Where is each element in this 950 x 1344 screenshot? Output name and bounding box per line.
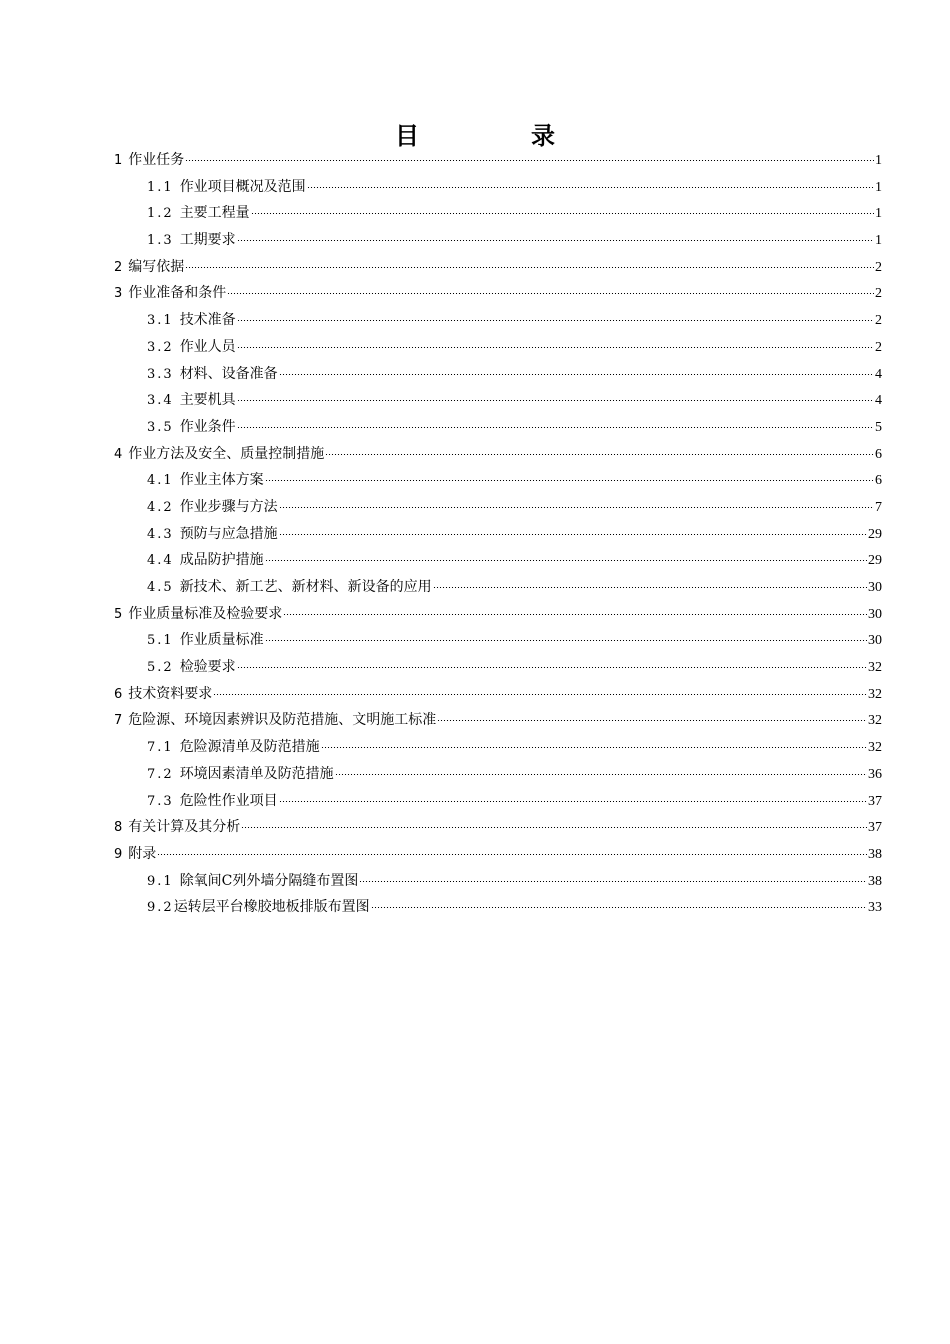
dot-leader: [325, 454, 874, 455]
toc-entry-title: 环境因素清单及防范措施: [179, 765, 334, 782]
dot-leader: [237, 400, 874, 401]
toc-entry-number: 4.1: [147, 473, 174, 489]
toc-entry-page-number: 36: [868, 766, 882, 782]
dot-leader: [307, 187, 874, 188]
toc-entry-number: 3.5: [147, 419, 174, 435]
dot-leader: [241, 827, 867, 828]
toc-entry-number: 7.3: [147, 793, 174, 809]
toc-entry-number: 3.4: [147, 393, 174, 409]
toc-entry[interactable]: [114, 521, 882, 548]
dot-leader: [279, 801, 867, 802]
toc-entry-number: 7.2: [147, 766, 174, 782]
dot-leader: [157, 854, 867, 855]
toc-entry-page-number: 1: [875, 233, 882, 249]
toc-entry-page-number: 6: [875, 473, 882, 489]
toc-entry-title: 材料、设备准备: [179, 365, 278, 382]
toc-entry[interactable]: [114, 814, 882, 841]
dot-leader: [237, 427, 874, 428]
dot-leader: [279, 507, 874, 508]
toc-entry-page-number: 33: [868, 900, 882, 916]
toc-entry-title: 作业方法及安全、质量控制措施: [128, 445, 325, 462]
toc-entry[interactable]: [114, 574, 882, 601]
toc-entry-page-number: 5: [875, 419, 882, 435]
toc-entry-page-number: 1: [875, 153, 882, 168]
toc-entry-title: 预防与应急措施: [179, 525, 278, 542]
toc-entry[interactable]: [114, 334, 882, 361]
toc-entry-page-number: 4: [875, 366, 882, 382]
toc-entry-title: 编写依据: [128, 258, 185, 275]
toc-entry[interactable]: [114, 627, 882, 654]
dot-leader: [265, 640, 867, 641]
toc-entry-page-number: 29: [868, 526, 882, 542]
toc-entry-page-number: 32: [868, 660, 882, 676]
toc-entry-number: 1.1: [147, 179, 174, 195]
dot-leader: [433, 587, 867, 588]
toc-entry-number: 5.2: [147, 660, 174, 676]
toc-entry-title: 技术准备: [179, 312, 236, 329]
toc-entry[interactable]: [114, 174, 882, 201]
toc-entry-title: 作业任务: [128, 152, 185, 168]
toc-entry-title: 运转层平台橡胶地板排版布置图: [173, 899, 370, 916]
toc-entry-title: 作业质量标准: [179, 632, 264, 649]
toc-entry-title: 新技术、新工艺、新材料、新设备的应用: [179, 579, 432, 595]
toc-entry[interactable]: [114, 307, 882, 334]
toc-entry[interactable]: [114, 761, 882, 788]
toc-entry-page-number: 37: [868, 793, 882, 809]
toc-entry-title: 作业项目概况及范围: [179, 178, 306, 195]
dot-leader: [279, 374, 874, 375]
toc-entry-page-number: 2: [875, 286, 882, 302]
toc-entry[interactable]: [114, 707, 882, 734]
toc-entry-title: 除氧间C列外墙分隔缝布置图: [179, 872, 359, 889]
dot-leader: [213, 694, 867, 695]
toc-entry-title: 有关计算及其分析: [128, 819, 241, 836]
toc-entry[interactable]: [114, 494, 882, 521]
toc-entry[interactable]: [114, 894, 882, 921]
toc-entry-number: 4.3: [147, 526, 174, 542]
dot-leader: [371, 907, 867, 908]
dot-leader: [265, 560, 867, 561]
toc-entry-number: 3: [114, 286, 123, 302]
toc-entry-title: 主要机具: [179, 392, 236, 409]
dot-leader: [359, 881, 867, 882]
toc-entry-number: 7.1: [147, 740, 174, 756]
dot-leader: [335, 774, 867, 775]
toc-entry-page-number: 32: [868, 713, 882, 729]
toc-entry[interactable]: [114, 361, 882, 388]
toc-entry-number: 5.1: [147, 633, 174, 649]
toc-entry[interactable]: [114, 841, 882, 868]
toc-entry-page-number: 7: [875, 499, 882, 515]
toc-entry[interactable]: [114, 387, 882, 414]
toc-entry-title: 作业步骤与方法: [179, 498, 278, 515]
toc-entry-page-number: 38: [868, 846, 882, 862]
toc-entry-number: 9: [114, 846, 123, 862]
dot-leader: [321, 747, 867, 748]
toc-entry-title: 主要工程量: [179, 205, 250, 222]
toc-entry[interactable]: [114, 788, 882, 815]
toc-entry[interactable]: [114, 734, 882, 761]
dot-leader: [237, 240, 874, 241]
toc-entry-title: 危险源、环境因素辨识及防范措施、文明施工标准: [128, 712, 437, 729]
toc-entry-number: 9.2: [147, 900, 174, 916]
toc-entry-title: 附录: [128, 845, 157, 862]
toc-entry-number: 4.4: [147, 553, 174, 569]
toc-entry[interactable]: [114, 681, 882, 708]
toc-entry[interactable]: [114, 227, 882, 254]
toc-entry[interactable]: [114, 868, 882, 895]
toc-entry-number: 7: [114, 713, 123, 729]
toc-entry-page-number: 30: [868, 580, 882, 595]
toc-entry-page-number: 2: [875, 259, 882, 275]
toc-entry-title: 作业主体方案: [179, 472, 264, 489]
toc-entry-number: 3.1: [147, 313, 174, 329]
toc-entry-number: 3.2: [147, 339, 174, 355]
toc-entry-title: 危险源清单及防范措施: [179, 739, 320, 756]
toc-entry-title: 作业质量标准及检验要求: [128, 605, 283, 622]
toc-entry[interactable]: [114, 280, 882, 307]
toc-entry-title: 技术资料要求: [128, 685, 213, 702]
toc-entry-number: 1: [114, 153, 123, 168]
toc-entry[interactable]: [114, 467, 882, 494]
toc-entry[interactable]: [114, 601, 882, 628]
toc-entry-page-number: 38: [868, 873, 882, 889]
toc-entry-title: 危险性作业项目: [179, 792, 278, 809]
toc-entry-page-number: 4: [875, 393, 882, 409]
toc-entry-page-number: 2: [875, 339, 882, 355]
dot-leader: [251, 213, 874, 214]
toc-entry-page-number: 32: [868, 740, 882, 756]
toc-entry-number: 6: [114, 686, 123, 702]
toc-entry-number: 4: [114, 446, 123, 462]
toc-entry-title: 工期要求: [179, 232, 236, 249]
dot-leader: [185, 267, 874, 268]
toc-entry-number: 4.2: [147, 499, 174, 515]
toc-entry-page-number: 2: [875, 313, 882, 329]
dot-leader: [265, 480, 874, 481]
toc-entry[interactable]: [114, 441, 882, 468]
dot-leader: [227, 293, 874, 294]
toc-entry-number: 5: [114, 606, 123, 622]
toc-title: 目 录: [395, 122, 599, 150]
toc-entry-title: 成品防护措施: [179, 552, 264, 569]
toc-entry-number: 1.2: [147, 206, 174, 222]
dot-leader: [237, 667, 867, 668]
toc-entry-number: 3.3: [147, 366, 174, 382]
toc-entry-title: 检验要求: [179, 659, 236, 676]
dot-leader: [185, 160, 874, 161]
toc-entry-page-number: 1: [875, 206, 882, 222]
toc-entry-page-number: 32: [868, 686, 882, 702]
toc-entry-page-number: 30: [868, 606, 882, 622]
dot-leader: [237, 320, 874, 321]
toc-entry[interactable]: [114, 147, 882, 174]
toc-entry[interactable]: [114, 254, 882, 281]
toc-entry-number: 1.3: [147, 233, 174, 249]
toc-entry-title: 作业准备和条件: [128, 285, 227, 302]
toc-entry[interactable]: [114, 200, 882, 227]
toc-entry-title: 作业人员: [179, 338, 236, 355]
dot-leader: [279, 534, 867, 535]
toc-entry-page-number: 29: [868, 553, 882, 569]
toc-entry-page-number: 30: [868, 633, 882, 649]
dot-leader: [237, 347, 874, 348]
toc-entry-number: 9.1: [147, 873, 174, 889]
toc-entry[interactable]: [114, 414, 882, 441]
toc-entry[interactable]: [114, 547, 882, 574]
toc-entry-number: 4.5: [147, 580, 174, 595]
toc-entry-page-number: 37: [868, 820, 882, 836]
toc-entry[interactable]: [114, 654, 882, 681]
toc-entry-page-number: 1: [875, 179, 882, 195]
toc-entry-number: 8: [114, 820, 123, 836]
dot-leader: [283, 614, 867, 615]
dot-leader: [437, 720, 867, 721]
toc-entry-title: 作业条件: [179, 418, 236, 435]
toc-entry-page-number: 6: [875, 446, 882, 462]
toc-entry-number: 2: [114, 259, 123, 275]
table-of-contents: [114, 147, 882, 921]
